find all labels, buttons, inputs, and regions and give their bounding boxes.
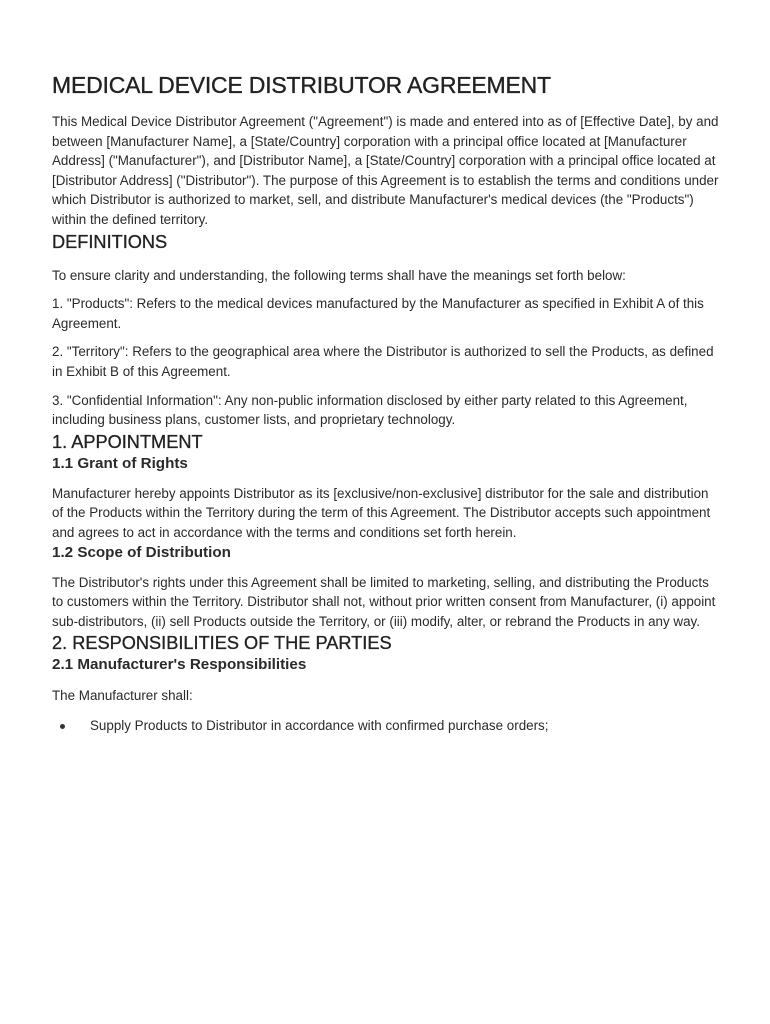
scope-of-distribution-heading: 1.2 Scope of Distribution [52,543,231,561]
bullet-icon [60,724,65,729]
definition-item-territory: 2. "Territory": Refers to the geographical area where the Distributor is authorized to sell the Products, as defined in Exhibit B of this Agreement. [52,344,714,379]
definition-item-products: 1. "Products": Refers to the medical devices manufactured by the Manufacturer as specified in Exhibit A of this Agreement. [52,296,704,331]
intro-paragraph: This Medical Device Distributor Agreement ("Agreement") is made and entered into as of [Effective Date], by and between [Manufacturer Name], a [State/Country] corporation with a principal office located at [Manufacturer Address] ("Manufacturer"), and [Distributor Name], a [State/Country] corporation with a principal office located at [Distributor Address] ("Distributor"). The purpose of this Agreement is to establish the terms and conditions under which Distributor is authorized to market, sell, and distribute Manufacturer's medical devices (the "Products") within the defined territory. [52,114,719,227]
document-page [52,70,720,735]
list-item [52,716,720,736]
document-title: MEDICAL DEVICE DISTRIBUTOR AGREEMENT [52,72,551,98]
manufacturer-responsibilities-heading: 2.1 Manufacturer's Responsibilities [52,656,307,674]
responsibilities-heading: 2. RESPONSIBILITIES OF THE PARTIES [52,633,392,654]
appointment-heading: 1. APPOINTMENT [52,431,203,452]
list-item-text: Supply Products to Distributor in accordance with confirmed purchase orders; [90,717,549,733]
manufacturer-responsibilities-list [52,716,720,736]
definitions-lead: To ensure clarity and understanding, the following terms shall have the meanings set forth below: [52,267,626,283]
grant-of-rights-paragraph: Manufacturer hereby appoints Distributor as its [exclusive/non-exclusive] distributor for the sale and distribution of the Products within the Territory during the term of this Agreement. The Distributor accepts such appointment and agrees to act in accordance with the terms and conditions set forth herein. [52,485,711,540]
scope-of-distribution-paragraph: The Distributor's rights under this Agreement shall be limited to marketing, selling, and distributing the Products to customers within the Territory. Distributor shall not, without prior written consent from Manufacturer, (i) appoint sub-distributors, (ii) sell Products outside the Territory, or (iii) modify, alter, or rebrand the Products in any way. [52,574,716,629]
definition-item-confidential: 3. "Confidential Information": Any non-public information disclosed by either party related to this Agreement, including business plans, customer lists, and proprietary technology. [52,392,688,428]
manufacturer-responsibilities-lead: The Manufacturer shall: [52,688,193,704]
definitions-heading: DEFINITIONS [52,231,168,252]
grant-of-rights-heading: 1.1 Grant of Rights [52,454,188,472]
